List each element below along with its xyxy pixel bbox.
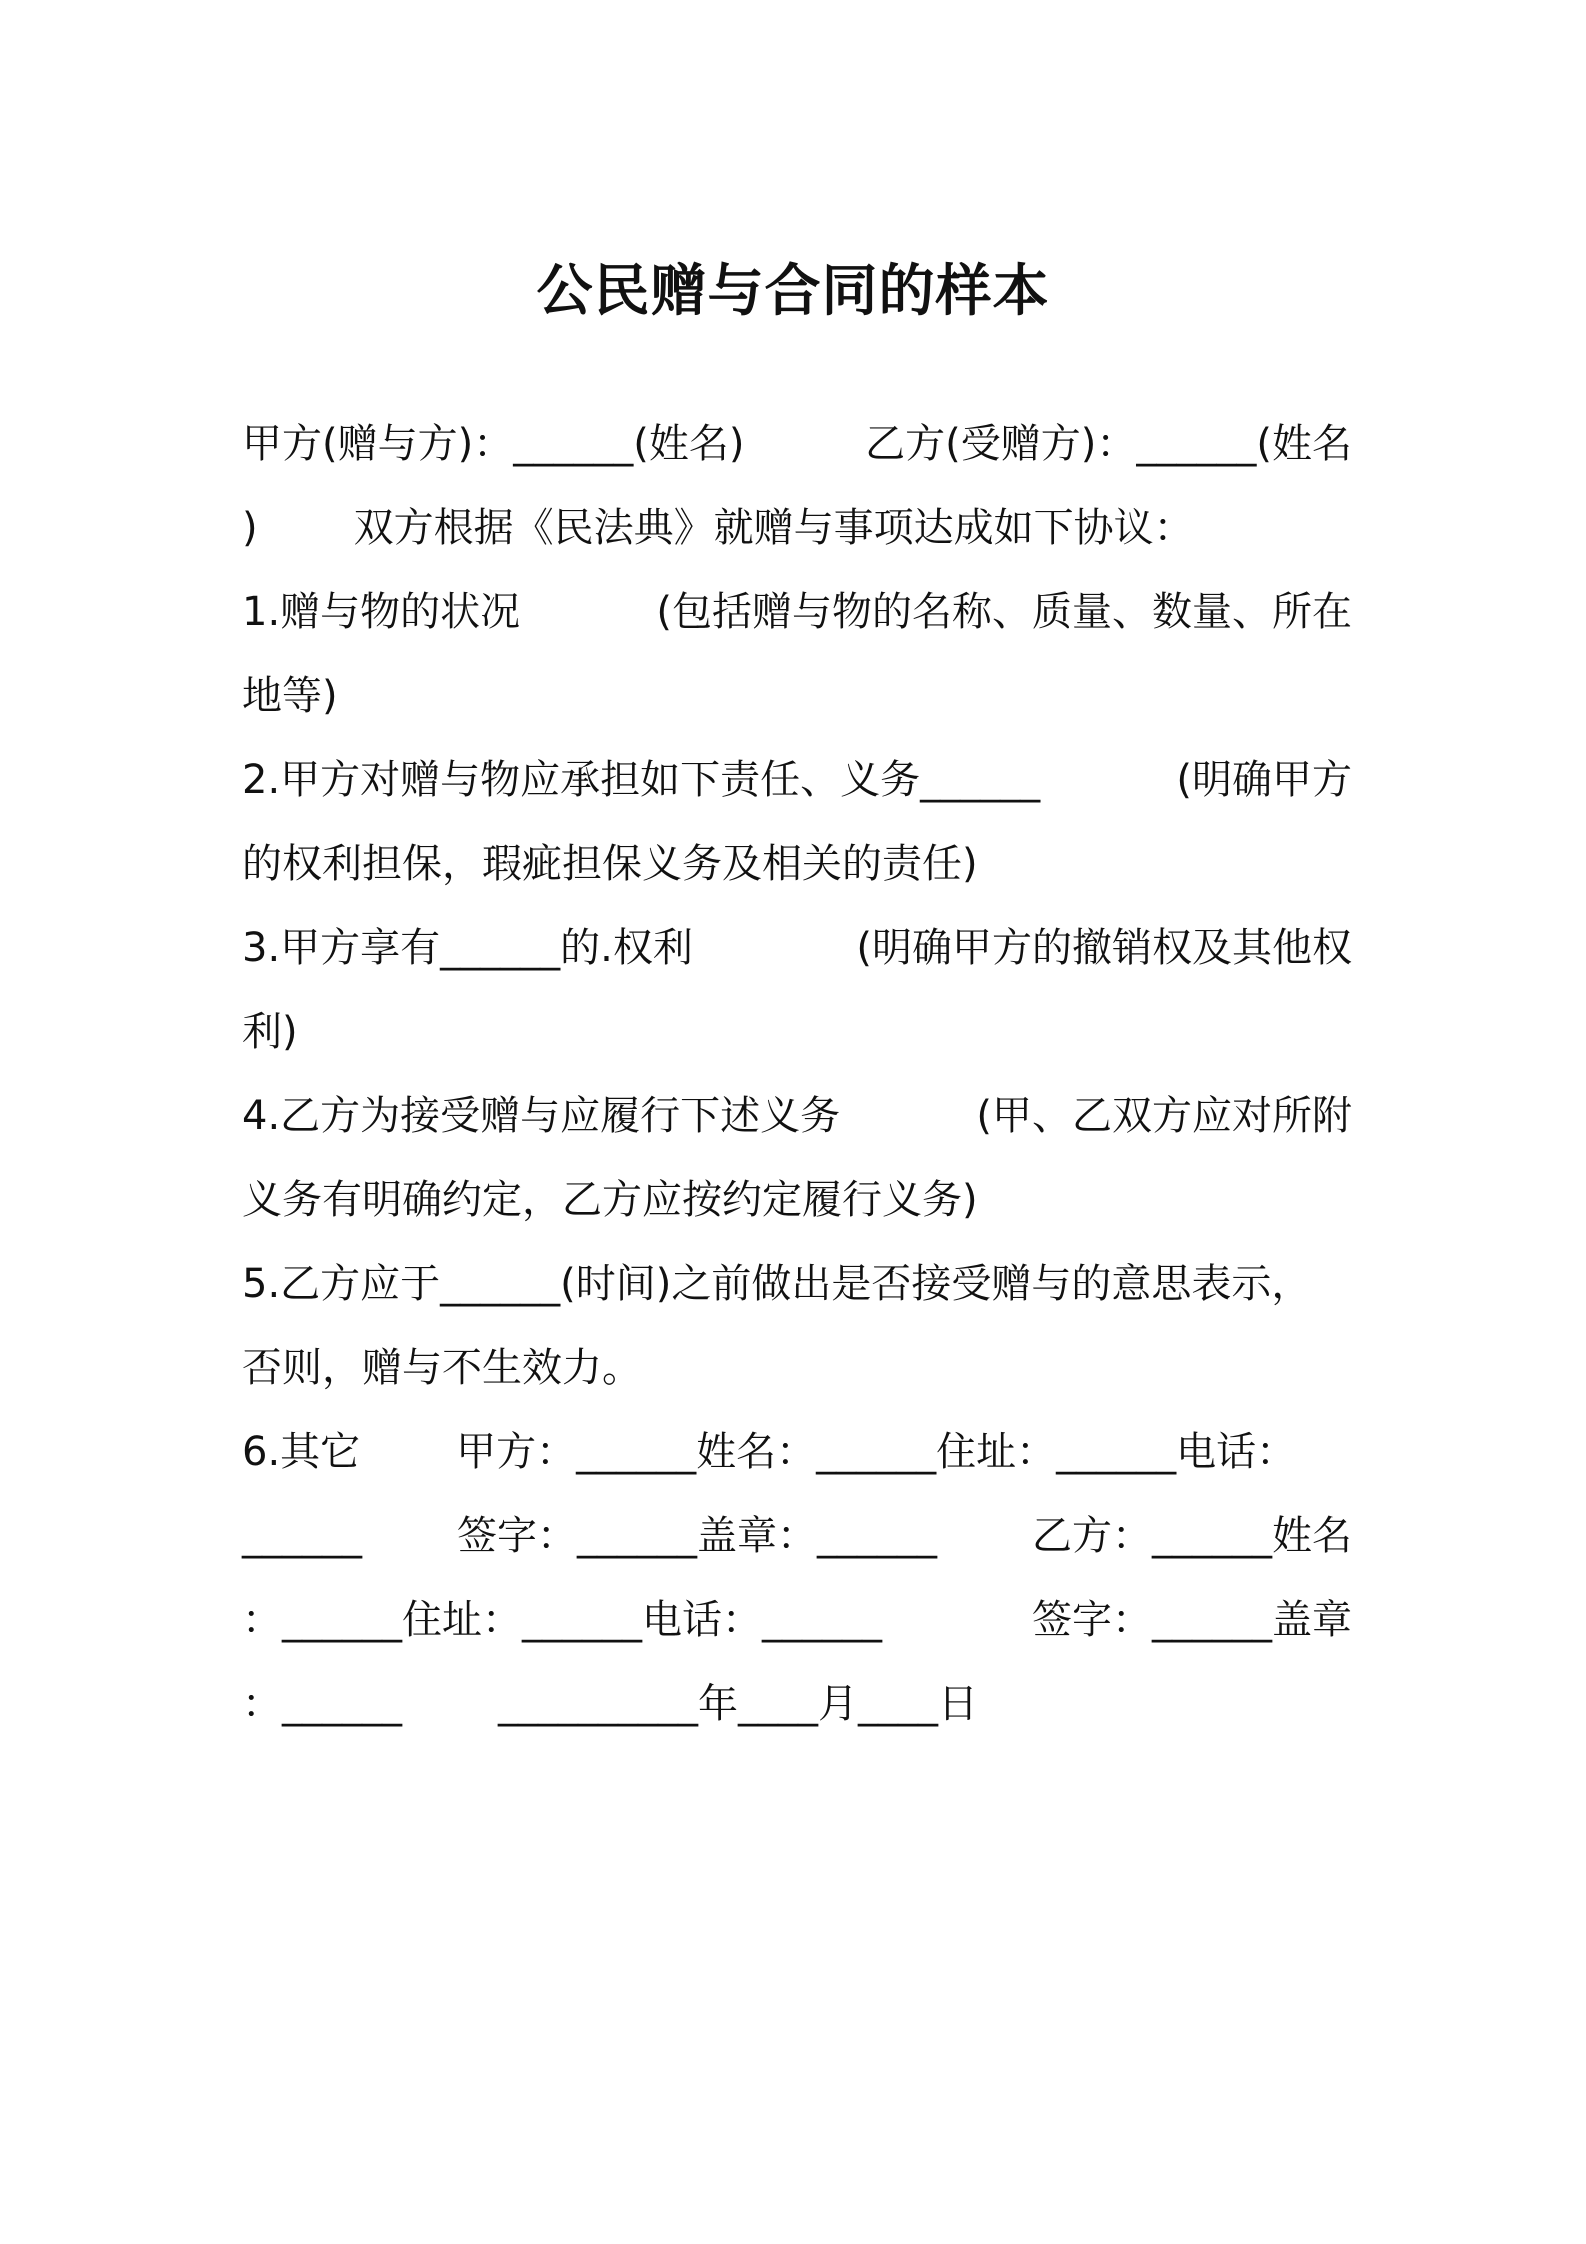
body-line [242, 1326, 1352, 1410]
line-segment: 的权利担保，瑕疵担保义务及相关的责任) [242, 841, 978, 887]
body-line [242, 822, 1352, 906]
document-title: 公民赠与合同的样本 [536, 259, 1050, 324]
line-segment: 甲方：______姓名：______住址：______电话： [456, 1429, 1297, 1475]
line-segment: 义务有明确约定，乙方应按约定履行义务) [242, 1177, 978, 1223]
line-segment: (甲、乙双方应对所附 [976, 1093, 1352, 1139]
line-segment: ______ [242, 1513, 362, 1559]
line-segment: 1.赠与物的状况 [242, 589, 521, 635]
body-line [242, 1158, 1352, 1242]
line-segment: 双方根据《民法典》就赠与事项达成如下协议： [353, 505, 1194, 551]
line-segment: __________年____月____日 [498, 1681, 978, 1727]
body-line [242, 1242, 1352, 1326]
line-segment: ：______ [242, 1681, 402, 1727]
line-segment: 地等) [242, 673, 338, 719]
body-line [242, 990, 1352, 1074]
line-segment: 3.甲方享有______的.权利 [242, 925, 693, 971]
body-line [242, 906, 1352, 990]
body-line [242, 1074, 1352, 1158]
body-line [242, 738, 1352, 822]
body-line [242, 1494, 1352, 1578]
line-segment: 5.乙方应于______(时间)之前做出是否接受赠与的意思表示， [242, 1261, 1312, 1307]
body-line [242, 654, 1352, 738]
body-line [242, 570, 1352, 654]
line-segment: (包括赠与物的名称、质量、数量、所在 [656, 589, 1352, 635]
line-segment: 利) [242, 1009, 298, 1055]
line-segment: ：______住址：______电话：______ [242, 1597, 882, 1643]
line-segment: 6.其它 [242, 1429, 361, 1475]
line-segment: 4.乙方为接受赠与应履行下述义务 [242, 1093, 841, 1139]
line-segment: 2.甲方对赠与物应承担如下责任、义务______ [242, 757, 1041, 803]
body-line [242, 1578, 1352, 1662]
line-segment: 否则，赠与不生效力。 [242, 1345, 642, 1391]
line-segment: 乙方(受赠方)：______(姓名 [865, 421, 1352, 467]
body-line [242, 1662, 1352, 1746]
body-line [242, 1410, 1352, 1494]
line-segment: (明确甲方 [1176, 757, 1352, 803]
line-segment: 乙方：______姓名 [1032, 1513, 1352, 1559]
body-line [242, 402, 1352, 486]
document-body [242, 402, 1352, 1746]
line-segment: ) [242, 505, 258, 551]
line-segment: 甲方(赠与方)：______(姓名) [242, 421, 745, 467]
line-segment: 签字：______盖章：______ [457, 1513, 937, 1559]
line-segment: 签字：______盖章 [1032, 1597, 1352, 1643]
body-line [242, 486, 1352, 570]
line-segment: (明确甲方的撤销权及其他权 [856, 925, 1352, 971]
